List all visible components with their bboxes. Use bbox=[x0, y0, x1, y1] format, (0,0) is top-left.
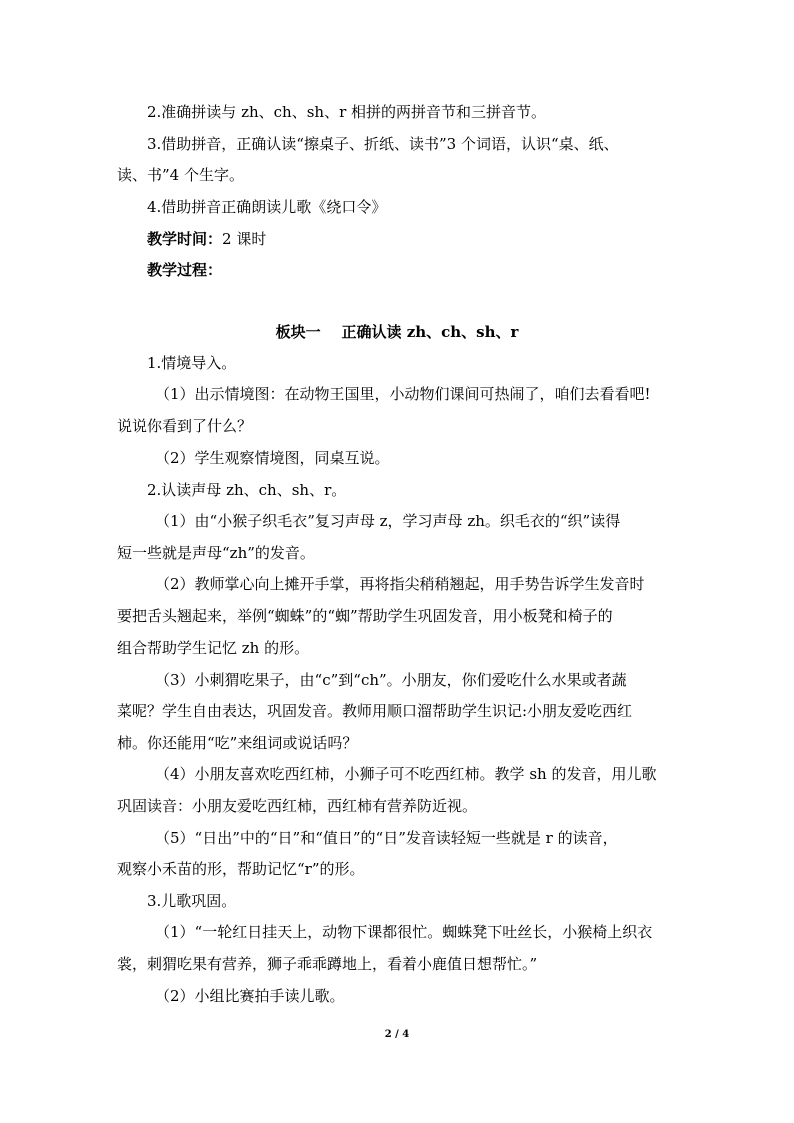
step-1: 1.情境导入。 bbox=[147, 354, 237, 372]
step-2-1-line1: （1）由“小猴子织毛衣”复习声母 z，学习声母 zh。织毛衣的“织”读得 bbox=[155, 512, 621, 530]
teaching-time bbox=[147, 229, 266, 249]
objective-4: 4.借助拼音正确朗读儿歌《绕口令》 bbox=[147, 198, 387, 216]
step-2-3-line1: （3）小刺猬吃果子，由“c”到“ch”。小朋友，你们爱吃什么水果或者蔬 bbox=[155, 671, 627, 689]
teaching-time-value: 2 课时 bbox=[222, 230, 267, 248]
teaching-process-label: 教学过程： bbox=[147, 261, 223, 279]
step-2-1-line2: 短一些就是声母“zh”的发音。 bbox=[117, 544, 315, 562]
page-number: 2 / 4 bbox=[384, 1029, 410, 1040]
step-2: 2.认读声母 zh、ch、sh、r。 bbox=[147, 481, 347, 499]
step-1-1-line1: （1）出示情境图：在动物王国里，小动物们课间可热闹了，咱们去看看吧! bbox=[155, 385, 651, 403]
objective-3-line1: 3.借助拼音，正确认读“擦桌子、折纸、读书”3 个词语，认识“桌、纸、 bbox=[147, 135, 619, 153]
section-title: 板块一 正确认读 zh、ch、sh、r bbox=[275, 323, 519, 341]
step-1-2: （2）学生观察情境图，同桌互说。 bbox=[155, 449, 390, 467]
step-3: 3.儿歌巩固。 bbox=[147, 892, 237, 910]
step-2-5-line2: 观察小禾苗的形，帮助记忆“r”的形。 bbox=[117, 860, 365, 878]
step-2-5-line1: （5）“日出”中的“日”和“值日”的“日”发音读轻短一些就是 r 的读音， bbox=[155, 829, 618, 847]
step-1-1-line2: 说说你看到了什么？ bbox=[117, 417, 253, 435]
step-2-3-line3: 柿。你还能用“吃”来组词或说话吗？ bbox=[117, 734, 358, 752]
step-2-4-line1: （4）小朋友喜欢吃西红柿，小狮子可不吃西红柿。教学 sh 的发音，用儿歌 bbox=[155, 765, 657, 783]
step-3-1-line1: （1）“一轮红日挂天上，动物下课都很忙。蜘蛛凳下吐丝长，小猴椅上织衣 bbox=[155, 923, 653, 941]
step-2-3-line2: 菜呢？学生自由表达，巩固发音。教师用顺口溜帮助学生识记:小朋友爱吃西红 bbox=[117, 702, 633, 720]
step-2-2-line2: 要把舌头翘起来，举例“蜘蛛”的“蜘”帮助学生巩固发音，用小板凳和椅子的 bbox=[117, 607, 613, 625]
teaching-time-label: 教学时间： bbox=[147, 230, 223, 248]
step-2-2-line1: （2）教师掌心向上摊开手掌，再将指尖稍稍翘起，用手势告诉学生发音时 bbox=[155, 575, 645, 593]
step-2-4-line2: 巩固读音：小朋友爱吃西红柿，西红柿有营养防近视。 bbox=[117, 797, 478, 815]
objective-3-line2: 读、书”4 个生字。 bbox=[117, 166, 244, 184]
step-2-2-line3: 组合帮助学生记忆 zh 的形。 bbox=[117, 639, 310, 657]
step-3-2: （2）小组比赛拍手读儿歌。 bbox=[155, 987, 345, 1005]
step-3-1-line2: 裳，刺猬吃果有营养，狮子乖乖蹲地上，看着小鹿值日想帮忙。” bbox=[117, 955, 538, 973]
objective-2: 2.准确拼读与 zh、ch、sh、r 相拼的两拼音节和三拼音节。 bbox=[147, 103, 547, 121]
